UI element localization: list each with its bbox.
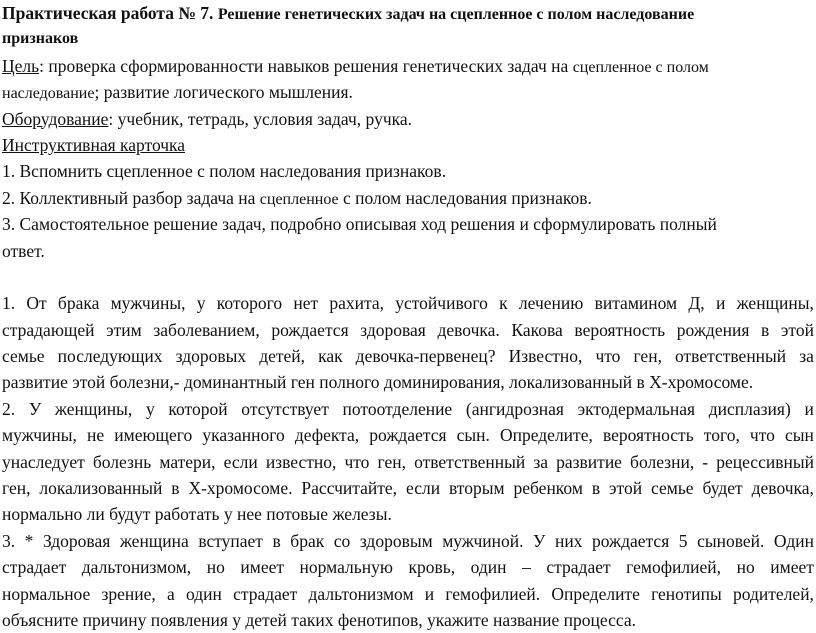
task-3-line-2: страдает дальтонизмом, но имеет нормальную кровь, один – страдает гемофилией, но имеет xyxy=(2,557,814,578)
instruction-item-2 xyxy=(2,185,814,211)
title-topic-line1: Решение генетических задач на сцепленное с полом наследование xyxy=(217,6,695,23)
goal-text-part2-small: наследование xyxy=(2,85,95,103)
instruction-item-2-after: с полом наследования признаков. xyxy=(343,187,592,208)
task-1-last-line: развитие этой болезни,- доминантный ген полного доминирования, локализованный в Х-хромосоме. xyxy=(2,372,754,393)
task-2-line-1: 2. У женщины, у которой отсутствует потоотделение (ангидрозная эктодермальная дисплазия) и xyxy=(2,398,814,419)
instruction-item-3-line1: 3. Самостоятельное решение задач, подробно описывая ход решения и сформулировать полный xyxy=(2,214,717,235)
task-3-last-line: объясните причину появления у детей таких фенотипов, укажите название процесса. xyxy=(2,609,637,630)
equipment-line xyxy=(2,106,814,132)
goal-text-part1-small: сцепленное с полом xyxy=(572,58,709,76)
goal-text-part1: : проверка сформированности навыков решения генетических задач на xyxy=(39,55,569,76)
instruction-heading: Инструктивная карточка xyxy=(2,134,186,155)
instruction-item-1: 1. Вспомнить сцепленное с полом наследования признаков. xyxy=(2,161,447,182)
equipment-text: : учебник, тетрадь, условия задач, ручка. xyxy=(108,108,412,129)
task-1-line-1: 1. От брака мужчины, у которого нет рахита, устойчивого к лечению витамином Д, и женщины, xyxy=(2,293,814,314)
goal-line-1 xyxy=(2,53,814,79)
task-2-line-2: мужчины, не имеющего указанного дефекта, рождается сын. Определите, вероятность того, что сын xyxy=(2,425,814,446)
goal-label: Цель xyxy=(2,55,40,76)
task-3-line-1: 3. * Здоровая женщина вступает в брак со здоровым мужчиной. У них рождается 5 сыновей. Один xyxy=(2,530,814,551)
task-2-last-line: нормально ли будут работать у нее потовые железы. xyxy=(2,504,392,525)
document-page xyxy=(2,0,814,633)
task-2-line-3: унаследует болезнь матери, если известно, что ген, ответственный за развитие болезни, - рецессивный xyxy=(2,451,814,472)
instruction-item-2-before: 2. Коллективный разбор задача на xyxy=(2,187,256,208)
spacer xyxy=(2,264,814,290)
goal-text-part2: ; развитие логического мышления. xyxy=(94,82,353,103)
instruction-item-3-line2: ответ. xyxy=(2,240,45,261)
task-3-line-3: нормальное зрение, а один страдает дальтонизмом и гемофилией. Определите генотипы родителей, xyxy=(2,583,814,604)
title-prefix: Практическая работа № 7. xyxy=(2,3,214,23)
equipment-label: Оборудование xyxy=(2,108,109,129)
instruction-item-2-small: сцепленное xyxy=(259,190,339,208)
task-1-line-2: страдающей этим заболеванием, рождается здоровая девочка. Какова вероятность рождения в этой xyxy=(2,319,814,340)
task-1-line-3: семье последующих здоровых детей, как девочка-первенец? Известно, что ген, ответственный за xyxy=(2,346,814,367)
instruction-heading-line xyxy=(2,132,814,158)
task-2-line-4: ген, локализованный в Х-хромосоме. Рассчитайте, если вторым ребенком в этой семье будет девочка, xyxy=(2,478,814,499)
title-line-1 xyxy=(2,0,814,26)
goal-line-2 xyxy=(2,79,814,105)
title-line-2: признаков xyxy=(2,30,79,48)
